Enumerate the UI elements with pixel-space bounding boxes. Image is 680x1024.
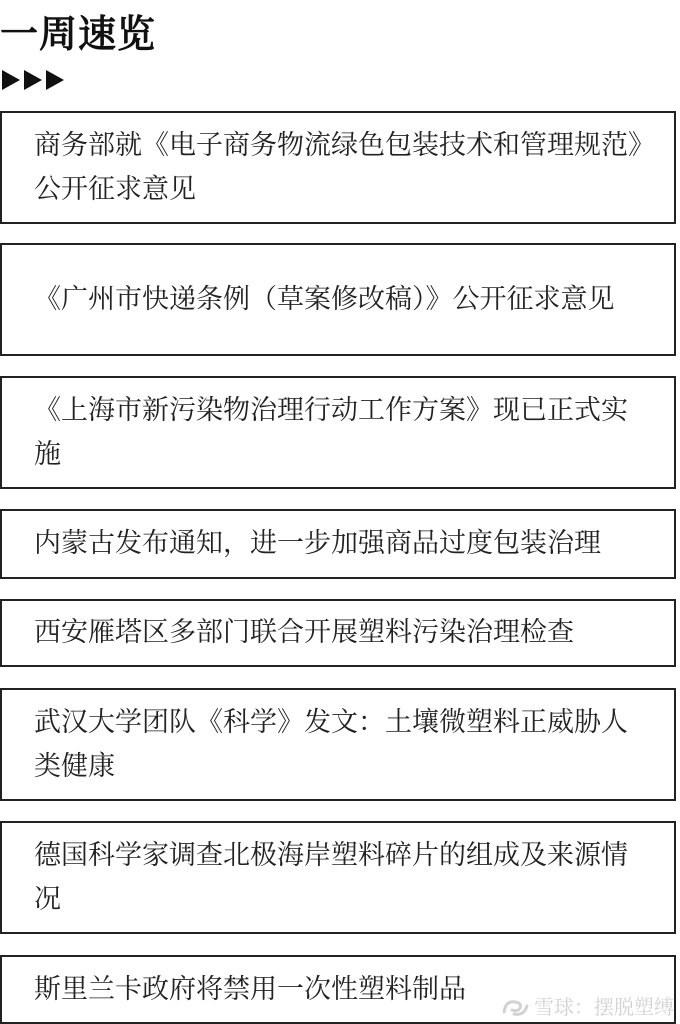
news-item[interactable] — [0, 243, 676, 356]
triangle-right-icon — [46, 70, 64, 90]
triangle-right-icon — [2, 70, 20, 90]
news-item[interactable] — [0, 599, 676, 667]
news-item-text: 西安雁塔区多部门联合开展塑料污染治理检查 — [34, 617, 574, 648]
news-item[interactable] — [0, 111, 676, 224]
news-item[interactable] — [0, 376, 676, 489]
watermark-text: 雪球：摆脱塑缚 — [534, 995, 674, 1019]
news-item-text: 商务部就《电子商务物流绿色包装技术和管理规范》公开征求意见 — [34, 129, 642, 205]
news-item-text: 斯里兰卡政府将禁用一次性塑料制品 — [34, 973, 466, 1005]
news-item[interactable] — [0, 509, 676, 579]
arrow-markers — [2, 70, 64, 92]
triangle-right-icon — [24, 70, 42, 90]
section-title: 一周速览 — [0, 12, 157, 56]
watermark — [500, 991, 674, 1020]
news-item-text: 德国科学家调查北极海岸塑料碎片的组成及来源情况 — [34, 839, 628, 915]
news-item-text: 内蒙古发布通知，进一步加强商品过度包装治理 — [34, 528, 601, 559]
news-item-text: 《上海市新污染物治理行动工作方案》现已正式实施 — [34, 394, 628, 470]
news-item-text: 武汉大学团队《科学》发文：土壤微塑料正威胁人类健康 — [34, 706, 628, 782]
news-item-text: 《广州市快递条例（草案修改稿）》公开征求意见 — [34, 283, 615, 315]
news-item[interactable] — [0, 821, 676, 934]
snowball-logo-icon — [500, 994, 530, 1018]
news-item[interactable] — [0, 688, 676, 801]
